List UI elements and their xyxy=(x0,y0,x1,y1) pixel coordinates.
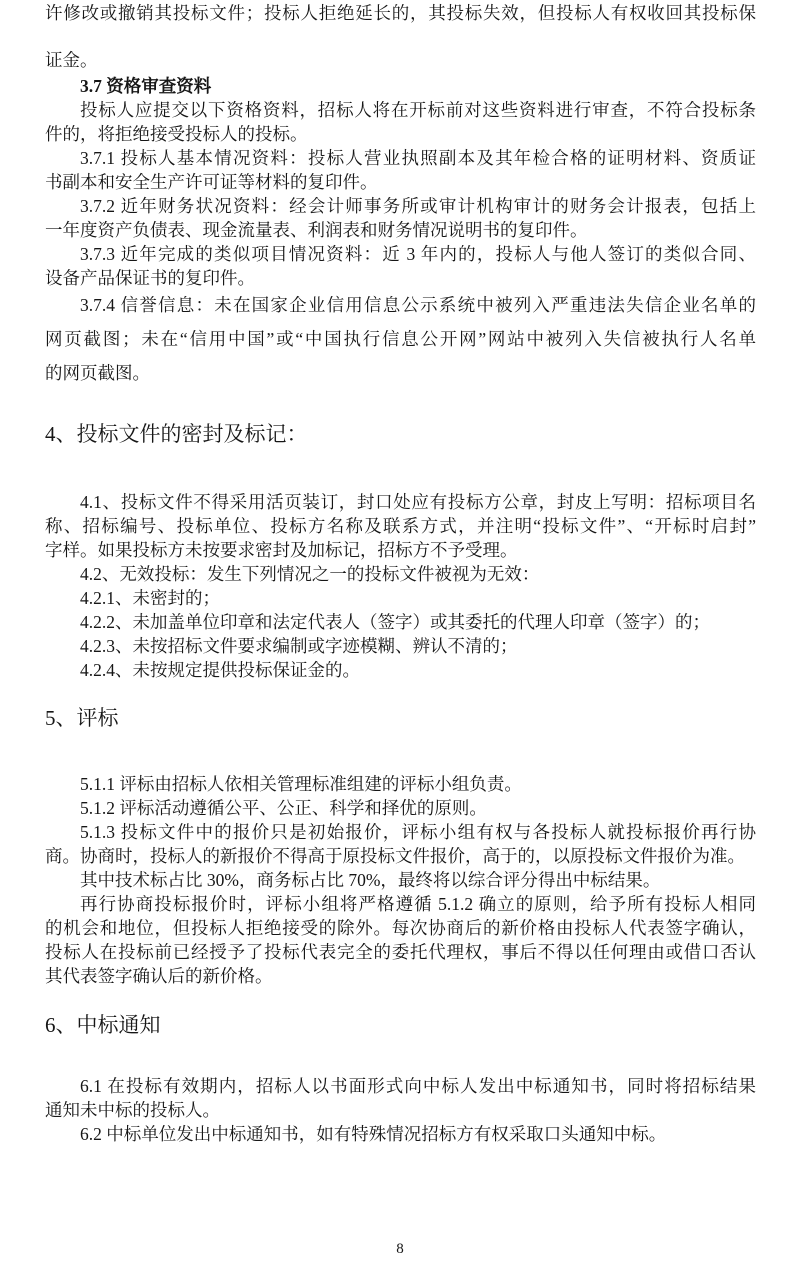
text-line: 的机会和地位，但投标人拒绝接受的除外。每次协商后的新价格由投标人代表签字确认， xyxy=(45,918,756,938)
clause-5-1-2: 5.1.2 评标活动遵循公平、公正、科学和择优的原则。 xyxy=(80,798,487,818)
clause-6-1: 6.1 在投标有效期内，招标人以书面形式向中标人发出中标通知书，同时将招标结果 xyxy=(80,1076,756,1096)
page-number: 8 xyxy=(396,1241,404,1257)
section-3-7-heading: 3.7 资格审查资料 xyxy=(80,76,212,96)
text-line: 的网页截图。 xyxy=(45,363,150,383)
text-line: 再行协商投标报价时，评标小组将严格遵循 5.1.2 确立的原则，给予所有投标人相同 xyxy=(80,894,756,914)
clause-3-7-3: 3.7.3 近年完成的类似项目情况资料：近 3 年内的，投标人与他人签订的类似合同、 xyxy=(80,244,756,264)
text-line: 称、招标编号、投标单位、投标方名称及联系方式，并注明“投标文件”、“开标时启封” xyxy=(45,516,756,536)
clause-4-1: 4.1、投标文件不得采用活页装订，封口处应有投标方公章，封皮上写明：招标项目名 xyxy=(80,492,756,512)
clause-5-1-1: 5.1.1 评标由招标人依相关管理标准组建的评标小组负责。 xyxy=(80,774,522,794)
text-line: 商。协商时，投标人的新报价不得高于原投标文件报价，高于的，以原投标文件报价为准。 xyxy=(45,846,745,866)
clause-4-2-1: 4.2.1、未密封的； xyxy=(80,588,220,608)
text-line: 其中技术标占比 30%，商务标占比 70%，最终将以综合评分得出中标结果。 xyxy=(80,870,661,890)
text-line: 设备产品保证书的复印件。 xyxy=(45,268,255,288)
text-line: 其代表签字确认后的新价格。 xyxy=(45,966,273,986)
section-6-heading: 6、中标通知 xyxy=(45,1013,161,1037)
section-6-body xyxy=(45,1074,756,1146)
section-4-body xyxy=(45,490,756,682)
clause-4-2: 4.2、无效投标：发生下列情况之一的投标文件被视为无效： xyxy=(80,564,540,584)
text-line: 3.7.4 信誉信息：未在国家企业信用信息公示系统中被列入严重违法失信企业名单的 xyxy=(80,295,756,315)
text-line: 通知未中标的投标人。 xyxy=(45,1100,220,1120)
section-5-heading: 5、评标 xyxy=(45,706,119,730)
text-line: 书副本和安全生产许可证等材料的复印件。 xyxy=(45,172,378,192)
text-line: 网页截图；未在“信用中国”或“中国执行信息公开网”网站中被列入失信被执行人名单 xyxy=(45,329,756,349)
clause-4-2-3: 4.2.3、未按招标文件要求编制或字迹模糊、辨认不清的； xyxy=(80,636,518,656)
text-line: 许修改或撤销其投标文件；投标人拒绝延长的，其投标失效，但投标人有权收回其投标保 xyxy=(45,3,756,23)
section-5-body xyxy=(45,772,756,988)
clause-4-2-2: 4.2.2、未加盖单位印章和法定代表人（签字）或其委托的代理人印章（签字）的； xyxy=(80,612,710,632)
text-line: 证金。 xyxy=(45,50,98,70)
section-3-7 xyxy=(45,74,756,290)
text-line: 一年度资产负债表、现金流量表、利润表和财务情况说明书的复印件。 xyxy=(45,220,588,240)
clause-3-7-2: 3.7.2 近年财务状况资料：经会计师事务所或审计机构审计的财务会计报表，包括上 xyxy=(80,196,756,216)
text-line: 投标人应提交以下资格资料，招标人将在开标前对这些资料进行审查，不符合投标条 xyxy=(80,100,756,120)
section-4-heading: 4、投标文件的密封及标记： xyxy=(45,422,308,446)
text-line: 字样。如果投标方未按要求密封及加标记，招标方不予受理。 xyxy=(45,540,518,560)
clause-3-7-4 xyxy=(45,288,756,390)
text-line: 投标人在投标前已经授予了投标代表完全的委托代理权，事后不得以任何理由或借口否认 xyxy=(45,942,756,962)
text-line: 件的，将拒绝接受投标人的投标。 xyxy=(45,124,308,144)
clause-5-1-3: 5.1.3 投标文件中的报价只是初始报价，评标小组有权与各投标人就投标报价再行协 xyxy=(80,822,756,842)
clause-6-2: 6.2 中标单位发出中标通知书，如有特殊情况招标方有权采取口头通知中标。 xyxy=(80,1124,667,1144)
clause-3-7-1: 3.7.1 投标人基本情况资料：投标人营业执照副本及其年检合格的证明材料、资质证 xyxy=(80,148,756,168)
clause-4-2-4: 4.2.4、未按规定提供投标保证金的。 xyxy=(80,660,360,680)
continuation-paragraph xyxy=(45,0,756,84)
